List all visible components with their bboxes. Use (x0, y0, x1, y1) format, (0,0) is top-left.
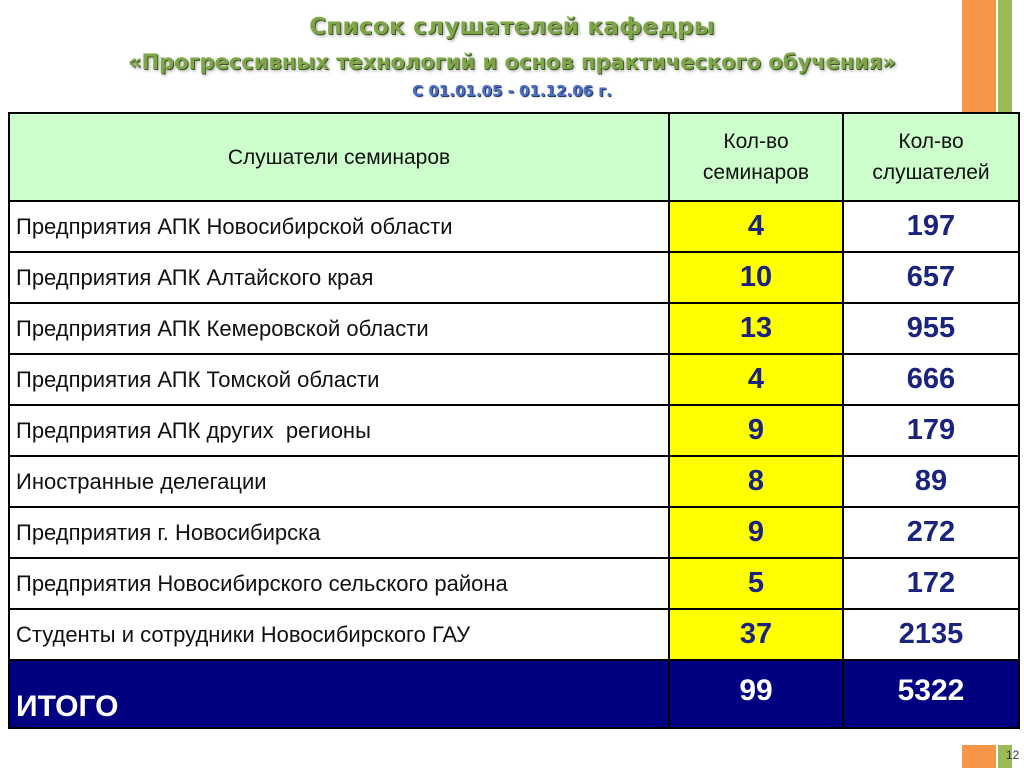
page-number: 12 (1006, 748, 1020, 762)
row-seminars: 5 (669, 558, 843, 609)
title-line-2: «Прогрессивных технологий и основ практического обучения» (127, 50, 897, 74)
row-name: Предприятия Новосибирского сельского района (9, 558, 669, 609)
table-row (9, 405, 1019, 456)
table-total-row (9, 660, 1019, 728)
row-seminars: 13 (669, 303, 843, 354)
table-row (9, 303, 1019, 354)
row-name: Предприятия АПК Новосибирской области (9, 201, 669, 252)
listeners-table (8, 112, 1020, 729)
row-name: Предприятия АПК Алтайского края (9, 252, 669, 303)
listeners-table-container (8, 112, 1018, 729)
header-name (9, 113, 669, 201)
row-listeners: 2135 (843, 609, 1019, 660)
total-label: ИТОГО (9, 660, 669, 728)
row-name: Предприятия АПК других регионы (9, 405, 669, 456)
row-seminars: 10 (669, 252, 843, 303)
title-line-1: Список слушателей кафедры (309, 14, 715, 40)
table-row (9, 507, 1019, 558)
row-seminars: 4 (669, 354, 843, 405)
row-seminars: 9 (669, 507, 843, 558)
row-name: Студенты и сотрудники Новосибирского ГАУ (9, 609, 669, 660)
row-listeners: 955 (843, 303, 1019, 354)
header-listeners-line1: Кол-во (898, 130, 964, 153)
row-name: Предприятия АПК Кемеровской области (9, 303, 669, 354)
row-listeners: 197 (843, 201, 1019, 252)
total-listeners: 5322 (843, 660, 1019, 728)
header-seminars-line1: Кол-во (723, 130, 789, 153)
header-seminars-line2: семинаров (702, 161, 810, 184)
table-row (9, 252, 1019, 303)
row-name: Предприятия АПК Томской области (9, 354, 669, 405)
row-listeners: 272 (843, 507, 1019, 558)
table-row (9, 456, 1019, 507)
row-listeners: 172 (843, 558, 1019, 609)
header-listeners (843, 113, 1019, 201)
row-listeners: 89 (843, 456, 1019, 507)
row-listeners: 179 (843, 405, 1019, 456)
header-listeners-line2: слушателей (872, 161, 990, 184)
table-row (9, 201, 1019, 252)
table-row (9, 558, 1019, 609)
row-listeners: 657 (843, 252, 1019, 303)
row-name: Иностранные делегации (9, 456, 669, 507)
header-seminars (669, 113, 843, 201)
table-row (9, 354, 1019, 405)
row-seminars: 8 (669, 456, 843, 507)
table-row (9, 609, 1019, 660)
decor-bottom-orange-bar (962, 745, 996, 768)
row-name: Предприятия г. Новосибирска (9, 507, 669, 558)
title-date-range: С 01.01.05 - 01.12.06 г. (412, 82, 612, 100)
row-seminars: 9 (669, 405, 843, 456)
total-seminars: 99 (669, 660, 843, 728)
row-seminars: 37 (669, 609, 843, 660)
table-header-row (9, 113, 1019, 201)
row-listeners: 666 (843, 354, 1019, 405)
row-seminars: 4 (669, 201, 843, 252)
header-name-label: Слушатели семинаров (227, 145, 451, 169)
